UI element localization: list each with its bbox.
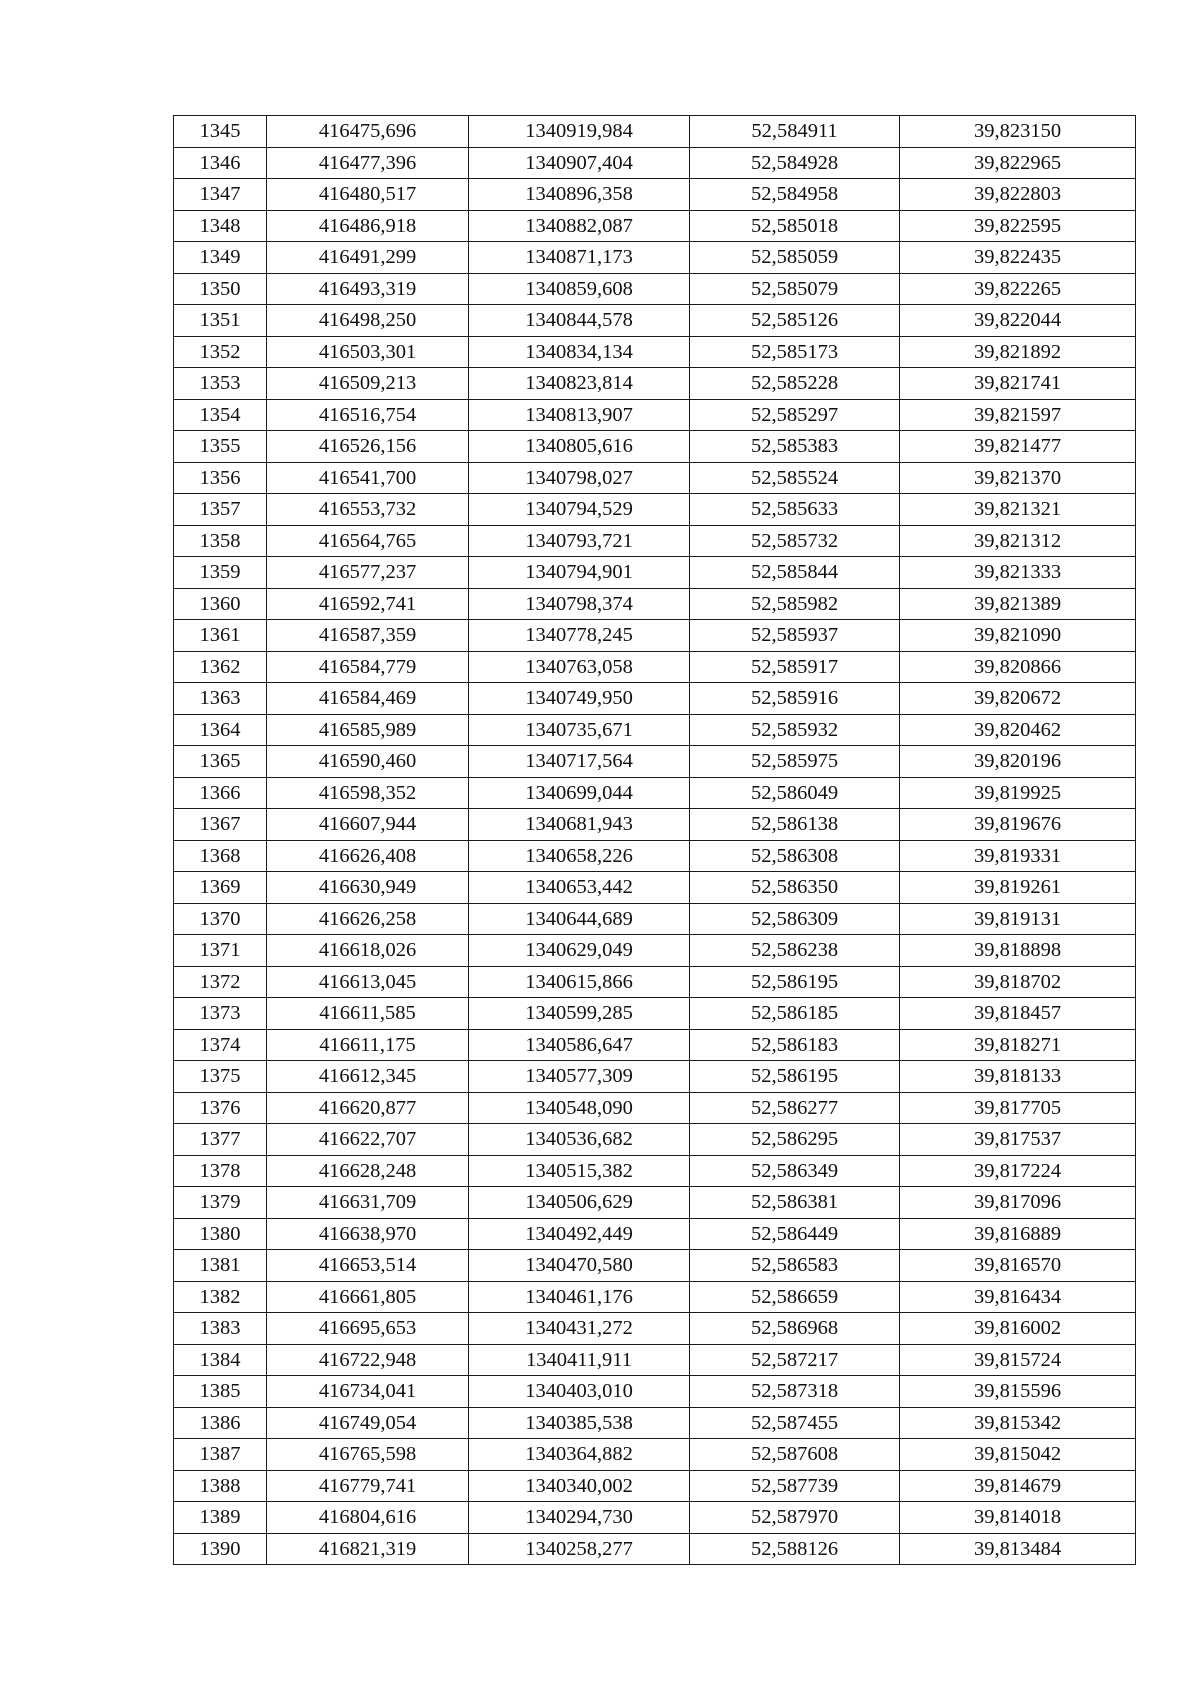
x-coordinate-cell: 416722,948	[267, 1344, 469, 1376]
latitude-cell: 52,584911	[690, 116, 900, 148]
x-coordinate-cell: 416587,359	[267, 620, 469, 652]
y-coordinate-cell: 1340763,058	[469, 651, 690, 683]
y-coordinate-cell: 1340586,647	[469, 1029, 690, 1061]
table-row	[174, 210, 1136, 242]
table-row	[174, 1029, 1136, 1061]
point-number-cell: 1379	[174, 1187, 267, 1219]
longitude-cell: 39,820462	[900, 714, 1136, 746]
longitude-cell: 39,821090	[900, 620, 1136, 652]
latitude-cell: 52,585917	[690, 651, 900, 683]
table-row	[174, 336, 1136, 368]
y-coordinate-cell: 1340653,442	[469, 872, 690, 904]
y-coordinate-cell: 1340644,689	[469, 903, 690, 935]
table-row	[174, 525, 1136, 557]
latitude-cell: 52,585937	[690, 620, 900, 652]
table-row	[174, 1250, 1136, 1282]
y-coordinate-cell: 1340470,580	[469, 1250, 690, 1282]
point-number-cell: 1389	[174, 1502, 267, 1534]
y-coordinate-cell: 1340798,374	[469, 588, 690, 620]
y-coordinate-cell: 1340364,882	[469, 1439, 690, 1471]
x-coordinate-cell: 416628,248	[267, 1155, 469, 1187]
latitude-cell: 52,586195	[690, 1061, 900, 1093]
longitude-cell: 39,817705	[900, 1092, 1136, 1124]
y-coordinate-cell: 1340749,950	[469, 683, 690, 715]
point-number-cell: 1364	[174, 714, 267, 746]
x-coordinate-cell: 416592,741	[267, 588, 469, 620]
y-coordinate-cell: 1340385,538	[469, 1407, 690, 1439]
y-coordinate-cell: 1340492,449	[469, 1218, 690, 1250]
point-number-cell: 1384	[174, 1344, 267, 1376]
x-coordinate-cell: 416541,700	[267, 462, 469, 494]
point-number-cell: 1386	[174, 1407, 267, 1439]
table-row	[174, 116, 1136, 148]
x-coordinate-cell: 416765,598	[267, 1439, 469, 1471]
x-coordinate-cell: 416612,345	[267, 1061, 469, 1093]
point-number-cell: 1375	[174, 1061, 267, 1093]
point-number-cell: 1387	[174, 1439, 267, 1471]
y-coordinate-cell: 1340844,578	[469, 305, 690, 337]
table-row	[174, 746, 1136, 778]
longitude-cell: 39,818457	[900, 998, 1136, 1030]
point-number-cell: 1365	[174, 746, 267, 778]
point-number-cell: 1390	[174, 1533, 267, 1565]
point-number-cell: 1359	[174, 557, 267, 589]
longitude-cell: 39,822595	[900, 210, 1136, 242]
latitude-cell: 52,586138	[690, 809, 900, 841]
point-number-cell: 1353	[174, 368, 267, 400]
y-coordinate-cell: 1340805,616	[469, 431, 690, 463]
table-row	[174, 872, 1136, 904]
longitude-cell: 39,821477	[900, 431, 1136, 463]
x-coordinate-cell: 416498,250	[267, 305, 469, 337]
y-coordinate-cell: 1340294,730	[469, 1502, 690, 1534]
longitude-cell: 39,816889	[900, 1218, 1136, 1250]
longitude-cell: 39,817096	[900, 1187, 1136, 1219]
latitude-cell: 52,586295	[690, 1124, 900, 1156]
point-number-cell: 1349	[174, 242, 267, 274]
latitude-cell: 52,586449	[690, 1218, 900, 1250]
y-coordinate-cell: 1340536,682	[469, 1124, 690, 1156]
x-coordinate-cell: 416695,653	[267, 1313, 469, 1345]
longitude-cell: 39,823150	[900, 116, 1136, 148]
longitude-cell: 39,822265	[900, 273, 1136, 305]
point-number-cell: 1357	[174, 494, 267, 526]
y-coordinate-cell: 1340658,226	[469, 840, 690, 872]
longitude-cell: 39,818271	[900, 1029, 1136, 1061]
longitude-cell: 39,816002	[900, 1313, 1136, 1345]
point-number-cell: 1385	[174, 1376, 267, 1408]
x-coordinate-cell: 416584,469	[267, 683, 469, 715]
y-coordinate-cell: 1340506,629	[469, 1187, 690, 1219]
latitude-cell: 52,585079	[690, 273, 900, 305]
point-number-cell: 1383	[174, 1313, 267, 1345]
longitude-cell: 39,814679	[900, 1470, 1136, 1502]
latitude-cell: 52,586968	[690, 1313, 900, 1345]
table-row	[174, 1155, 1136, 1187]
latitude-cell: 52,585633	[690, 494, 900, 526]
longitude-cell: 39,816434	[900, 1281, 1136, 1313]
point-number-cell: 1348	[174, 210, 267, 242]
x-coordinate-cell: 416622,707	[267, 1124, 469, 1156]
table-row	[174, 1470, 1136, 1502]
table-row	[174, 1218, 1136, 1250]
point-number-cell: 1370	[174, 903, 267, 935]
y-coordinate-cell: 1340577,309	[469, 1061, 690, 1093]
y-coordinate-cell: 1340871,173	[469, 242, 690, 274]
coordinate-table-body	[174, 116, 1136, 1565]
point-number-cell: 1378	[174, 1155, 267, 1187]
table-row	[174, 1061, 1136, 1093]
latitude-cell: 52,586049	[690, 777, 900, 809]
latitude-cell: 52,585059	[690, 242, 900, 274]
x-coordinate-cell: 416620,877	[267, 1092, 469, 1124]
x-coordinate-cell: 416613,045	[267, 966, 469, 998]
y-coordinate-cell: 1340896,358	[469, 179, 690, 211]
longitude-cell: 39,820866	[900, 651, 1136, 683]
point-number-cell: 1346	[174, 147, 267, 179]
latitude-cell: 52,585173	[690, 336, 900, 368]
table-row	[174, 462, 1136, 494]
longitude-cell: 39,821597	[900, 399, 1136, 431]
x-coordinate-cell: 416553,732	[267, 494, 469, 526]
x-coordinate-cell: 416503,301	[267, 336, 469, 368]
longitude-cell: 39,818133	[900, 1061, 1136, 1093]
coordinate-table	[173, 115, 1136, 1565]
table-row	[174, 809, 1136, 841]
y-coordinate-cell: 1340834,134	[469, 336, 690, 368]
longitude-cell: 39,814018	[900, 1502, 1136, 1534]
y-coordinate-cell: 1340548,090	[469, 1092, 690, 1124]
latitude-cell: 52,585975	[690, 746, 900, 778]
x-coordinate-cell: 416611,175	[267, 1029, 469, 1061]
longitude-cell: 39,820196	[900, 746, 1136, 778]
longitude-cell: 39,815342	[900, 1407, 1136, 1439]
longitude-cell: 39,820672	[900, 683, 1136, 715]
y-coordinate-cell: 1340794,529	[469, 494, 690, 526]
longitude-cell: 39,821333	[900, 557, 1136, 589]
x-coordinate-cell: 416509,213	[267, 368, 469, 400]
latitude-cell: 52,587608	[690, 1439, 900, 1471]
longitude-cell: 39,822803	[900, 179, 1136, 211]
longitude-cell: 39,817537	[900, 1124, 1136, 1156]
latitude-cell: 52,585732	[690, 525, 900, 557]
y-coordinate-cell: 1340515,382	[469, 1155, 690, 1187]
latitude-cell: 52,586381	[690, 1187, 900, 1219]
latitude-cell: 52,585383	[690, 431, 900, 463]
latitude-cell: 52,588126	[690, 1533, 900, 1565]
point-number-cell: 1354	[174, 399, 267, 431]
table-row	[174, 903, 1136, 935]
point-number-cell: 1374	[174, 1029, 267, 1061]
point-number-cell: 1371	[174, 935, 267, 967]
x-coordinate-cell: 416607,944	[267, 809, 469, 841]
point-number-cell: 1363	[174, 683, 267, 715]
table-row	[174, 1124, 1136, 1156]
table-row	[174, 1092, 1136, 1124]
point-number-cell: 1361	[174, 620, 267, 652]
y-coordinate-cell: 1340778,245	[469, 620, 690, 652]
x-coordinate-cell: 416630,949	[267, 872, 469, 904]
latitude-cell: 52,585524	[690, 462, 900, 494]
longitude-cell: 39,821741	[900, 368, 1136, 400]
point-number-cell: 1382	[174, 1281, 267, 1313]
longitude-cell: 39,815596	[900, 1376, 1136, 1408]
x-coordinate-cell: 416493,319	[267, 273, 469, 305]
y-coordinate-cell: 1340599,285	[469, 998, 690, 1030]
longitude-cell: 39,816570	[900, 1250, 1136, 1282]
point-number-cell: 1351	[174, 305, 267, 337]
latitude-cell: 52,586349	[690, 1155, 900, 1187]
latitude-cell: 52,585916	[690, 683, 900, 715]
table-row	[174, 1344, 1136, 1376]
x-coordinate-cell: 416631,709	[267, 1187, 469, 1219]
table-row	[174, 1533, 1136, 1565]
latitude-cell: 52,586583	[690, 1250, 900, 1282]
latitude-cell: 52,587739	[690, 1470, 900, 1502]
x-coordinate-cell: 416590,460	[267, 746, 469, 778]
table-row	[174, 1439, 1136, 1471]
x-coordinate-cell: 416749,054	[267, 1407, 469, 1439]
y-coordinate-cell: 1340403,010	[469, 1376, 690, 1408]
x-coordinate-cell: 416526,156	[267, 431, 469, 463]
table-row	[174, 1376, 1136, 1408]
point-number-cell: 1350	[174, 273, 267, 305]
table-row	[174, 399, 1136, 431]
longitude-cell: 39,819676	[900, 809, 1136, 841]
x-coordinate-cell: 416626,258	[267, 903, 469, 935]
x-coordinate-cell: 416661,805	[267, 1281, 469, 1313]
latitude-cell: 52,585932	[690, 714, 900, 746]
y-coordinate-cell: 1340340,002	[469, 1470, 690, 1502]
y-coordinate-cell: 1340919,984	[469, 116, 690, 148]
point-number-cell: 1372	[174, 966, 267, 998]
table-row	[174, 683, 1136, 715]
y-coordinate-cell: 1340907,404	[469, 147, 690, 179]
longitude-cell: 39,819925	[900, 777, 1136, 809]
longitude-cell: 39,821389	[900, 588, 1136, 620]
table-row	[174, 1281, 1136, 1313]
point-number-cell: 1347	[174, 179, 267, 211]
point-number-cell: 1369	[174, 872, 267, 904]
table-row	[174, 431, 1136, 463]
longitude-cell: 39,822044	[900, 305, 1136, 337]
point-number-cell: 1381	[174, 1250, 267, 1282]
point-number-cell: 1362	[174, 651, 267, 683]
x-coordinate-cell: 416804,616	[267, 1502, 469, 1534]
x-coordinate-cell: 416779,741	[267, 1470, 469, 1502]
table-row	[174, 1187, 1136, 1219]
x-coordinate-cell: 416577,237	[267, 557, 469, 589]
longitude-cell: 39,821370	[900, 462, 1136, 494]
y-coordinate-cell: 1340411,911	[469, 1344, 690, 1376]
y-coordinate-cell: 1340699,044	[469, 777, 690, 809]
point-number-cell: 1388	[174, 1470, 267, 1502]
table-row	[174, 242, 1136, 274]
longitude-cell: 39,822965	[900, 147, 1136, 179]
x-coordinate-cell: 416477,396	[267, 147, 469, 179]
latitude-cell: 52,586183	[690, 1029, 900, 1061]
table-row	[174, 494, 1136, 526]
y-coordinate-cell: 1340798,027	[469, 462, 690, 494]
longitude-cell: 39,822435	[900, 242, 1136, 274]
point-number-cell: 1358	[174, 525, 267, 557]
latitude-cell: 52,586195	[690, 966, 900, 998]
x-coordinate-cell: 416638,970	[267, 1218, 469, 1250]
x-coordinate-cell: 416516,754	[267, 399, 469, 431]
x-coordinate-cell: 416611,585	[267, 998, 469, 1030]
y-coordinate-cell: 1340461,176	[469, 1281, 690, 1313]
longitude-cell: 39,818898	[900, 935, 1136, 967]
latitude-cell: 52,587318	[690, 1376, 900, 1408]
latitude-cell: 52,587217	[690, 1344, 900, 1376]
table-row	[174, 966, 1136, 998]
y-coordinate-cell: 1340717,564	[469, 746, 690, 778]
point-number-cell: 1373	[174, 998, 267, 1030]
latitude-cell: 52,585126	[690, 305, 900, 337]
longitude-cell: 39,813484	[900, 1533, 1136, 1565]
table-row	[174, 714, 1136, 746]
y-coordinate-cell: 1340793,721	[469, 525, 690, 557]
longitude-cell: 39,815042	[900, 1439, 1136, 1471]
latitude-cell: 52,586659	[690, 1281, 900, 1313]
longitude-cell: 39,821321	[900, 494, 1136, 526]
point-number-cell: 1366	[174, 777, 267, 809]
latitude-cell: 52,586277	[690, 1092, 900, 1124]
x-coordinate-cell: 416491,299	[267, 242, 469, 274]
longitude-cell: 39,819131	[900, 903, 1136, 935]
point-number-cell: 1380	[174, 1218, 267, 1250]
y-coordinate-cell: 1340681,943	[469, 809, 690, 841]
latitude-cell: 52,584958	[690, 179, 900, 211]
table-row	[174, 998, 1136, 1030]
point-number-cell: 1367	[174, 809, 267, 841]
latitude-cell: 52,586350	[690, 872, 900, 904]
latitude-cell: 52,585018	[690, 210, 900, 242]
x-coordinate-cell: 416618,026	[267, 935, 469, 967]
longitude-cell: 39,821892	[900, 336, 1136, 368]
y-coordinate-cell: 1340629,049	[469, 935, 690, 967]
table-row	[174, 179, 1136, 211]
y-coordinate-cell: 1340794,901	[469, 557, 690, 589]
point-number-cell: 1376	[174, 1092, 267, 1124]
x-coordinate-cell: 416626,408	[267, 840, 469, 872]
latitude-cell: 52,585297	[690, 399, 900, 431]
table-row	[174, 147, 1136, 179]
latitude-cell: 52,584928	[690, 147, 900, 179]
x-coordinate-cell: 416585,989	[267, 714, 469, 746]
table-row	[174, 840, 1136, 872]
y-coordinate-cell: 1340431,272	[469, 1313, 690, 1345]
y-coordinate-cell: 1340823,814	[469, 368, 690, 400]
x-coordinate-cell: 416821,319	[267, 1533, 469, 1565]
y-coordinate-cell: 1340882,087	[469, 210, 690, 242]
x-coordinate-cell: 416653,514	[267, 1250, 469, 1282]
table-row	[174, 273, 1136, 305]
table-row	[174, 620, 1136, 652]
longitude-cell: 39,819261	[900, 872, 1136, 904]
table-row	[174, 557, 1136, 589]
table-row	[174, 305, 1136, 337]
x-coordinate-cell: 416584,779	[267, 651, 469, 683]
point-number-cell: 1345	[174, 116, 267, 148]
longitude-cell: 39,817224	[900, 1155, 1136, 1187]
table-row	[174, 935, 1136, 967]
latitude-cell: 52,585982	[690, 588, 900, 620]
table-row	[174, 368, 1136, 400]
x-coordinate-cell: 416480,517	[267, 179, 469, 211]
latitude-cell: 52,587455	[690, 1407, 900, 1439]
table-row	[174, 588, 1136, 620]
longitude-cell: 39,818702	[900, 966, 1136, 998]
y-coordinate-cell: 1340258,277	[469, 1533, 690, 1565]
point-number-cell: 1352	[174, 336, 267, 368]
y-coordinate-cell: 1340735,671	[469, 714, 690, 746]
y-coordinate-cell: 1340615,866	[469, 966, 690, 998]
point-number-cell: 1368	[174, 840, 267, 872]
longitude-cell: 39,821312	[900, 525, 1136, 557]
latitude-cell: 52,586309	[690, 903, 900, 935]
point-number-cell: 1360	[174, 588, 267, 620]
x-coordinate-cell: 416564,765	[267, 525, 469, 557]
latitude-cell: 52,586185	[690, 998, 900, 1030]
y-coordinate-cell: 1340813,907	[469, 399, 690, 431]
longitude-cell: 39,815724	[900, 1344, 1136, 1376]
longitude-cell: 39,819331	[900, 840, 1136, 872]
latitude-cell: 52,585844	[690, 557, 900, 589]
table-row	[174, 1407, 1136, 1439]
y-coordinate-cell: 1340859,608	[469, 273, 690, 305]
table-row	[174, 1502, 1136, 1534]
latitude-cell: 52,587970	[690, 1502, 900, 1534]
point-number-cell: 1355	[174, 431, 267, 463]
table-row	[174, 777, 1136, 809]
latitude-cell: 52,586238	[690, 935, 900, 967]
x-coordinate-cell: 416598,352	[267, 777, 469, 809]
x-coordinate-cell: 416475,696	[267, 116, 469, 148]
table-row	[174, 651, 1136, 683]
point-number-cell: 1356	[174, 462, 267, 494]
x-coordinate-cell: 416486,918	[267, 210, 469, 242]
latitude-cell: 52,586308	[690, 840, 900, 872]
point-number-cell: 1377	[174, 1124, 267, 1156]
x-coordinate-cell: 416734,041	[267, 1376, 469, 1408]
latitude-cell: 52,585228	[690, 368, 900, 400]
table-row	[174, 1313, 1136, 1345]
